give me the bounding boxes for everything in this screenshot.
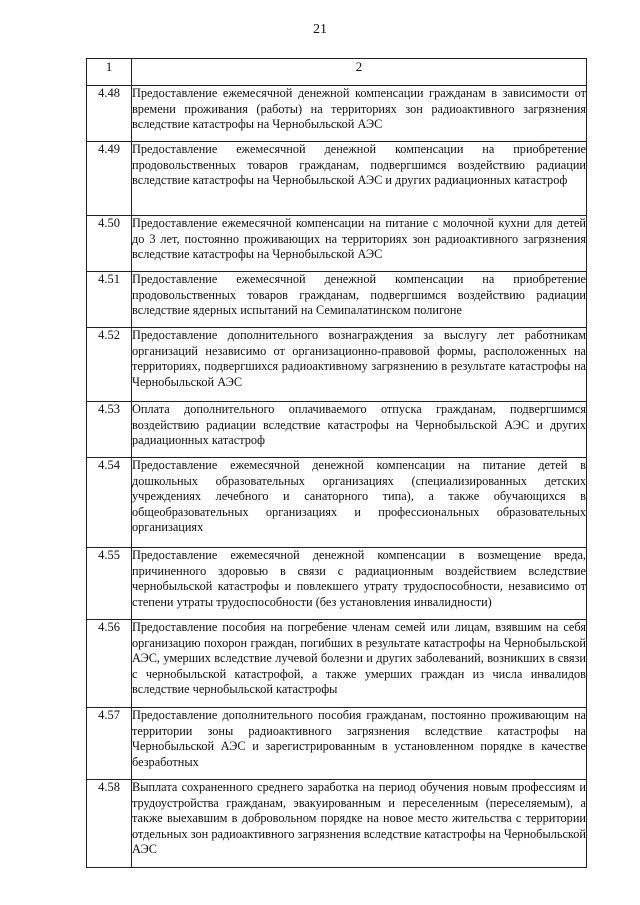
- page-number: 21: [313, 22, 327, 37]
- row-number: 4.54: [87, 458, 132, 548]
- row-number: 4.48: [87, 86, 132, 142]
- column-header-2: 2: [132, 59, 587, 86]
- document-table: [86, 58, 587, 868]
- row-text: Выплата сохраненного среднего заработка на период обучения новым профессиям и трудоустройства гражданам, эвакуированным и переселенным (переселяемым), а также выехавшим в добровольном порядке на новое место жительства с территории отдельных зон радиоактивного загрязнения вследствие катастрофы на Чернобыльской АЭС: [132, 780, 587, 868]
- row-text: Предоставление ежемесячной денежной компенсации гражданам в зависимости от времени проживания (работы) на территориях зон радиоактивного загрязнения вследствие катастрофы на Чернобыльской АЭС: [132, 86, 587, 142]
- table-row: [87, 272, 587, 328]
- table-row: [87, 708, 587, 780]
- row-number: 4.52: [87, 328, 132, 402]
- row-number: 4.50: [87, 216, 132, 272]
- table-row: [87, 402, 587, 458]
- table-row: [87, 780, 587, 868]
- table-row: [87, 458, 587, 548]
- row-text: Предоставление дополнительного вознаграждения за выслугу лет работникам организаций независимо от организационно-правовой формы, расположенных на территориях, подвергшихся радиоактивному загрязнению в результате катастрофы на Чернобыльской АЭС: [132, 328, 587, 402]
- row-text: Предоставление ежемесячной денежной компенсации в возмещение вреда, причиненного здоровью в связи с радиационным воздействием вследствие чернобыльской катастрофы и повлекшего утрату трудоспособности, независимо от степени утраты трудоспособности (без установления инвалидности): [132, 548, 587, 620]
- column-header-1: 1: [87, 59, 132, 86]
- table-header-row: [87, 59, 587, 86]
- row-text: Предоставление ежемесячной компенсации на питание с молочной кухни для детей до 3 лет, постоянно проживающих на территориях зон радиоактивного загрязнения вследствие катастрофы на Чернобыльской АЭС: [132, 216, 587, 272]
- table-row: [87, 86, 587, 142]
- row-number: 4.58: [87, 780, 132, 868]
- row-text: Предоставление ежемесячной денежной компенсации на питание детей в дошкольных образовательных организациях (специализированных детских учреждениях лечебного и санаторного типа), а также обучающихся в общеобразовательных организациях и профессиональных образовательных организациях: [132, 458, 587, 548]
- table-row: [87, 328, 587, 402]
- row-number: 4.53: [87, 402, 132, 458]
- row-number: 4.49: [87, 142, 132, 216]
- row-number: 4.55: [87, 548, 132, 620]
- row-number: 4.57: [87, 708, 132, 780]
- row-text: Предоставление дополнительного пособия гражданам, постоянно проживающим на территории зоны радиоактивного загрязнения вследствие катастрофы на Чернобыльской АЭС и зарегистрированным в установленном порядке в качестве безработных: [132, 708, 587, 780]
- table-row: [87, 548, 587, 620]
- table-row: [87, 142, 587, 216]
- row-text: Предоставление ежемесячной денежной компенсации на приобретение продовольственных товаров гражданам, подвергшимся воздействию радиации вследствие ядерных испытаний на Семипалатинском полигоне: [132, 272, 587, 328]
- table-row: [87, 216, 587, 272]
- row-number: 4.56: [87, 620, 132, 708]
- row-text: Предоставление ежемесячной денежной компенсации на приобретение продовольственных товаров гражданам, подвергшимся воздействию радиации вследствие катастрофы на Чернобыльской АЭС и других радиационных катастроф: [132, 142, 587, 216]
- table-row: [87, 620, 587, 708]
- row-text: Предоставление пособия на погребение членам семей или лицам, взявшим на себя организацию похорон граждан, погибших в результате катастрофы на Чернобыльской АЭС, умерших вследствие лучевой болезни и других заболеваний, возникших в связи с чернобыльской катастрофой, а также умерших граждан из числа инвалидов вследствие чернобыльской катастрофы: [132, 620, 587, 708]
- row-text: Оплата дополнительного оплачиваемого отпуска гражданам, подвергшимся воздействию радиации вследствие катастрофы на Чернобыльской АЭС и других радиационных катастроф: [132, 402, 587, 458]
- row-number: 4.51: [87, 272, 132, 328]
